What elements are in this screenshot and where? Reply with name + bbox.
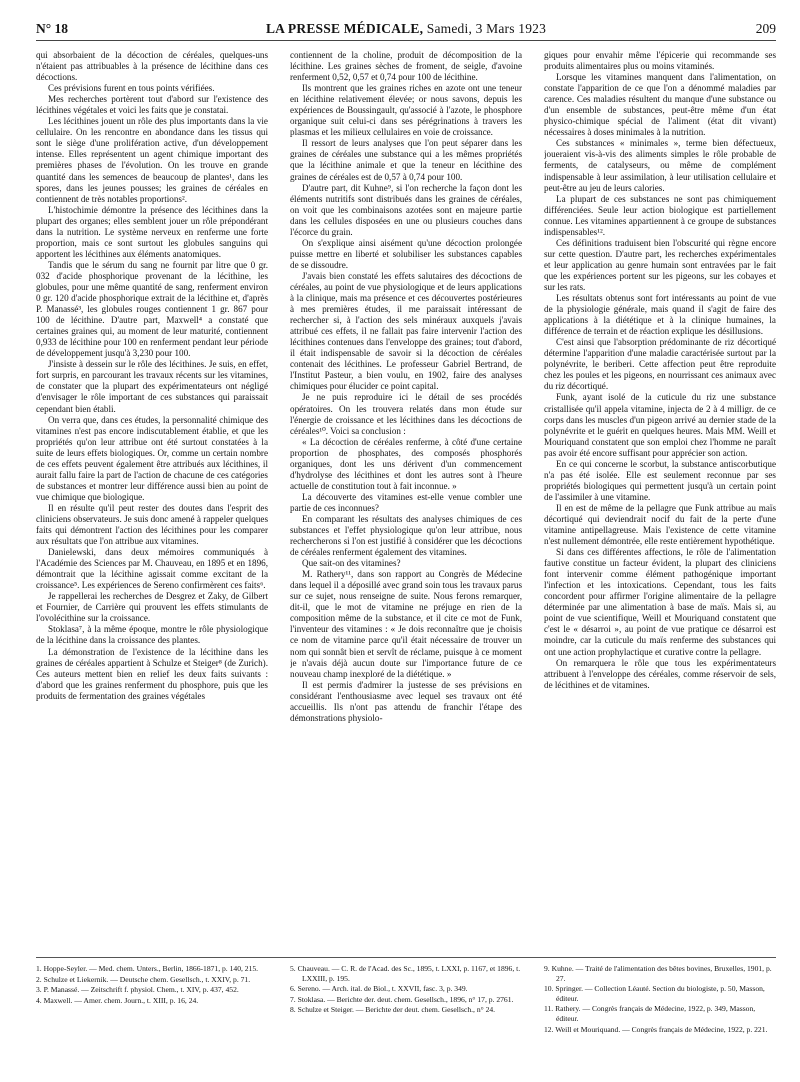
paragraph: contiennent de la choline, produit de décomposition de la lécithine. Les graines sèches de froment, de seigle, d'avoine renferment 0,52, 0,57 et 0,74 pour 100 de lécithine.: [290, 50, 522, 83]
paragraph: Ces substances « minimales », terme bien défectueux, joueraient vis-à-vis des aliments simples le rôle probable de ferments, de catalyseurs, ou même de complément indispensable à leur assimilation, à leur utilisation cellulaire et peut-être au jeu de leurs calories.: [544, 138, 776, 193]
page-number: 209: [755, 21, 776, 36]
footnote: 4. Maxwell. — Amer. chem. Journ., t. XIII, p. 16, 24.: [36, 995, 199, 1005]
paragraph: Que sait-on des vitamines?: [302, 558, 401, 569]
paragraph: Je rappellerai les recherches de Desgrez et Zaky, de Gilbert et Fournier, de Carrière qui prouvent les effets stimulants de l'ovolécithine sur la croissance.: [36, 591, 268, 624]
paragraph: La plupart de ces substances ne sont pas chimiquement différenciées. Seule leur action biologique est partiellement connue. Les vitamines appartiennent à ce groupe de substances indispensables¹².: [544, 193, 776, 237]
paragraph: Lorsque les vitamines manquent dans l'alimentation, on constate l'apparition de ce que l'on a dénommé maladies par carence. Ces maladies résultent du manque d'une substance ou d'un ensemble de substances, peut-être même d'un état physico-chimique spécial de l'aliment (état dit vivant) nécessaires à doses minimales à la nutrition.: [544, 72, 776, 138]
paragraph: Il est permis d'admirer la justesse de ses prévisions en considérant l'enthousiasme avec lequel ses travaux ont été accueillis. Ils n'ont pas attendu de franchir l'étape des démonstrations physiolo-: [290, 679, 522, 723]
footnote: 9. Kuhne. — Traité de l'alimentation des bêtes bovines, Bruxelles, 1901, p. 27.: [544, 964, 772, 983]
paragraph: Les résultats obtenus sont fort intéressants au point de vue de la physiologie générale, mais quand il s'agit de faire des applications à la diététique et à la clinique humaines, la différence de terrain et de réaction explique les désillusions.: [544, 293, 776, 337]
paragraph: M. Rathery¹¹, dans son rapport au Congrès de Médecine dans lequel il a déposillé avec grand soin tous les travaux parus sur ce sujet, nous renseigne de suite. Nous ferons remarquer, dit-il, que le mot de vitamine ne préjuge en rien de la composition même de la substance, et il cite ce mot de Funk, l'inventeur des vitamines : « Je dois reconnaître que je choisis ce nom de vitamine parce qu'il était nécessaire de trouver un nom qui sonnât bien et servît de réclame, puisque à ce moment je n'avais déjà aucun doute sur l'importance future de ce nouveau champ inexploré de la diététique. »: [290, 569, 522, 679]
paragraph: Il en résulte qu'il peut rester des doutes dans l'esprit des cliniciens observateurs. Je suis donc amené à rappeler quelques faits qui démontrent l'action des lécithines pour les comparer aux résultats que l'on attribue aux vitamines.: [36, 502, 268, 547]
paragraph: On s'explique ainsi aisément qu'une décoction prolongée puisse mettre en liberté et solubiliser les substances capables de se dissoudre.: [290, 237, 522, 270]
footnote: 1. Hoppe-Seyler. — Med. chem. Unters., Berlin, 1866-1871, p. 140, 215.: [36, 964, 259, 973]
footnote: 10. Springer. — Collection Léauté. Section du biologiste, p. 50, Masson, éditeur.: [544, 984, 765, 1003]
footnotes-column-3: [544, 964, 776, 1064]
paragraph: Funk, ayant isolé de la cuticule du riz une substance cristallisée qu'il appela vitamine, injecta de 2 à 4 milligr. de ce corps dans les muscles d'un pigeon arrivé au dernier stade de la polynévrite et le guérit en quelques heures. Mais MM. Weill et Mouriquand constatent que son emploi chez l'homme ne paraît pas avoir été encore suffisant pour apprécier son action.: [544, 392, 776, 458]
paragraph: J'avais bien constaté les effets salutaires des décoctions de céréales, au point de vue physiologique et de leurs applications à la clinique, mais ma présence et ces découvertes postérieures à mes premières études, il me paraissait intéressant de rechercher si, à l'action des sels minéraux auxquels j'avais attribué ces effets, il ne fallait pas faire intervenir l'action des lécithines contenues dans l'enveloppe des graines; tout d'abord, il était indispensable de savoir si la décoction de céréales contenait des lécithines. Le professeur Gabriel Bertrand, de l'Institut Pasteur, a bien voulu, en 1902, faire des analyses chimiques pour élucider ce point capital.: [290, 270, 522, 392]
issue-date: Samedi, 3 Mars 1923: [426, 21, 547, 36]
paragraph: qui absorbaient de la décoction de céréales, quelques-uns n'étaient pas attribuables à la présence de lécithine dans ces décoctions.: [36, 50, 268, 83]
paragraph: Ils montrent que les graines riches en azote ont une teneur en lécithine relativement élevée; or nous savons, depuis les expériences de Boussingault, qu'associé à l'azote, le phosphore organique suit celui-ci dans ses pérégrinations à travers les plasmas et les milieux cellulaires en voie de croissance.: [290, 83, 522, 138]
paragraph: C'est ainsi que l'absorption prédominante de riz décortiqué détermine l'apparition d'une maladie caractérisée surtout par la polynévrite, le beriberi. Cette affection peut être reproduite chez les poules et les pigeons, en nourrissant ces animaux avec du riz décortiqué.: [544, 337, 776, 392]
text-column-1: [36, 50, 268, 948]
paragraph: Tandis que le sérum du sang ne fournit par litre que 0 gr. 032 d'acide phosphorique provenant de la lécithine, les globules, pour une même quantité de sang, renferment environ 0 gr. 120 d'acide phosphorique extrait de la lécithine et, d'après P. Manassé³, les globules rouges contiennent 1 gr. 867 pour 100 de lécithine. D'autre part, Maxwell⁴ a constaté que certaines graines qui, au moment de leur maturité, contiennent 0,933 de lécithine pour 100 en renferment pendant leur période de développement jusqu'à 3,230 pour 100.: [36, 259, 268, 359]
paragraph: On verra que, dans ces études, la personnalité chimique des vitamines n'est pas encore indiscutablement établie, et que les propriétés qu'on leur attribue ont été surtout constatées à la suite de leurs effets biologiques. Or, comme un certain nombre de ces effets peuvent également être attribués aux lécithines, il aurait fallu faire la part de l'action de chacune de ces catégories de substances et montrer leur différence aussi bien au point de vue chimique que biologique.: [36, 414, 268, 502]
paragraph: On remarquera le rôle que tous les expérimentateurs attribuent à l'enveloppe des céréales, comme réservoir de sels, de lécithines et de vitamines.: [544, 657, 776, 690]
paragraph: D'autre part, dit Kuhne⁹, si l'on recherche la façon dont les éléments nutritifs sont distribués dans les graines de céréales, on voit que les combinaisons azotées sont en majeure partie dans les cellules disposées en une ou plusieurs couches dans l'écorce du grain.: [290, 182, 522, 237]
paragraph: J'insiste à dessein sur le rôle des lécithines. Je suis, en effet, fort surpris, en parcourant les travaux récents sur les vitamines, de constater que la plupart des expérimentateurs ont négligé d'envisager le rôle important de ces substances qui paraissait cependant bien établi.: [36, 359, 268, 414]
footnote: 11. Rathery. — Congrès français de Médecine, 1922, p. 349, Masson, éditeur.: [544, 1004, 756, 1023]
paragraph: Mes recherches portèrent tout d'abord sur l'existence des lécithines végétales et voici les faits que je constatai.: [36, 94, 268, 116]
footnotes-column-1: [36, 964, 268, 1064]
paragraph: Danielewski, dans deux mémoires communiqués à l'Académie des Sciences par M. Chauveau, en 1895 et en 1896, démontrait que la lécithine agissait comme excitant de la croissance⁵. Les expériences de Sereno confirmèrent ces faits⁶.: [36, 547, 268, 591]
footnote: 3. P. Manassé. — Zeitschrift f. physiol. Chem., t. XIV, p. 437, 452.: [36, 985, 239, 995]
footnotes-divider: [36, 957, 776, 958]
issue-number: N° 18: [36, 21, 69, 36]
paragraph: Ces définitions traduisent bien l'obscurité qui règne encore sur cette question. D'autre part, les recherches expérimentales et leur application au genre humain sont entravées par le fait que les expériences portent sur les pigeons, sur les cobayes et sur les rats.: [544, 237, 776, 292]
running-header: [36, 20, 776, 41]
footnote: 8. Schulze et Steiger. — Berichte der deut. chem. Gesellsch., n° 24.: [290, 1005, 496, 1015]
footnote: 2. Schulze et Liekernik. — Deutsche chem. Gesellsch., t. XXIV, p. 71.: [36, 974, 251, 984]
footnote: 7. Stoklasa. — Berichte der. deut. chem. Gesellsch., 1896, n° 17, p. 2761.: [290, 994, 514, 1004]
text-column-2: [290, 50, 522, 948]
paragraph: giques pour envahir même l'épicerie qui recommande ses produits alimentaires plus ou moins vitaminés.: [544, 50, 776, 72]
paragraph: Il en est de même de la pellagre que Funk attribue au maïs décortiqué qui deviendrait nocif du fait de la perte d'une vitamine antipellagreuse. Mais l'existence de cette vitamine n'est nullement démontrée, elle reste entièrement hypothétique.: [544, 502, 776, 547]
paragraph: Les lécithines jouent un rôle des plus importants dans la vie cellulaire. On les rencontre en abondance dans les tissus qui sont le siège d'une prolifération active, d'un développement intense. Elles représentent un agent chimique important des premières phases de l'évolution. On les trouve en grande quantité dans les semences de beaucoup de plantes¹, dans les spores, dans les jeunes pousses; les graines de céréales en contiennent de très notables proportions².: [36, 116, 268, 204]
paragraph: Je ne puis reproduire ici le détail de ses procédés opératoires. On les trouvera relatés dans mon étude sur l'énergie de croissance et les lécithines dans les décoctions de céréales¹⁰. Voici sa conclusion :: [290, 392, 522, 436]
paragraph: En comparant les résultats des analyses chimiques de ces substances et l'effet physiologique qu'on leur attribue, nous rechercherons si l'on est justifié à considérer que les décoctions de céréales renferment également des vitamines.: [290, 513, 522, 558]
paragraph: La démonstration de l'existence de la lécithine dans les graines de céréales appartient à Schulze et Steiger⁸ (de Zurich). Ces auteurs mettent bien en relief les deux faits suivants : d'abord que les graines renferment du phosphore, puis que les produits de fermentation des graines végétales: [36, 646, 268, 701]
paragraph: Ces prévisions furent en tous points vérifiées.: [48, 83, 215, 94]
footnote: 5. Chauveau. — C. R. de l'Acad. des Sc., 1895, t. LXXI, p. 1167, et 1896, t. LXXIII, p. 195.: [290, 964, 521, 983]
journal-page: [36, 0, 776, 1082]
paragraph: Il ressort de leurs analyses que l'on peut séparer dans les graines de céréales une substance qui a les mêmes propriétés que la lécithine animale et que la teneur en lécithine des graines de céréales est de 0,57 à 0,74 pour 100.: [290, 138, 522, 182]
journal-title: [36, 20, 776, 38]
paragraph: En ce qui concerne le scorbut, la substance antiscorbutique n'a pas été isolée. Elle est seulement reconnue par ses propriétés biologiques qui permettent jusqu'à un certain point de l'assimiler à une vitamine.: [544, 458, 776, 502]
article-body: [36, 50, 776, 948]
paragraph: Si dans ces différentes affections, le rôle de l'alimentation fautive constitue un facteur évident, la plupart des cliniciens font intervenir comme élément pathogénique important l'infection et les intoxications. Cependant, tous les faits concordent pour affirmer l'origine alimentaire de la pellagre déterminée par une alimentation à base de maïs. Mais si, au point de vue scientifique, Weill et Mouriquand constatent que c'est le « désarroi », au point de vue pratique ce désarroi est moindre, car la cuticule du maïs renferme des substances qui ont une action prophylactique et curative contre la pellagre.: [544, 547, 776, 657]
paragraph: L'histochimie démontre la présence des lécithines dans la plupart des organes; elles semblent jouer un rôle prépondérant dans la nutrition. Le système nerveux en renferme une forte proportion, mais ce sont surtout les globules sanguins qui apportent les lécithines aux éléments anatomiques.: [36, 204, 268, 259]
text-column-3: [544, 50, 776, 948]
journal-name: LA PRESSE MÉDICALE,: [265, 21, 424, 36]
paragraph: Stoklasa⁷, à la même époque, montre le rôle physiologique de la lécithine dans la croissance des plantes.: [36, 624, 268, 646]
footnote: 12. Weill et Mouriquand. — Congrès français de Médecine, 1922, p. 221.: [544, 1024, 768, 1034]
footnotes-column-2: [290, 964, 522, 1064]
paragraph: « La décoction de céréales renferme, à côté d'une certaine proportion de phosphates, des composés phosphorés organiques, dont les uns dérivent d'un commencement d'hydrolyse des lécithines et dont les autres sont à l'heure actuelle de constitution tout à fait inconnue. »: [290, 436, 522, 491]
footnotes: [36, 964, 776, 1064]
paragraph: La découverte des vitamines est-elle venue combler une partie de ces inconnues?: [290, 491, 522, 513]
footnote: 6. Sereno. — Arch. ital. de Biol., t. XXVII, fasc. 3, p. 349.: [290, 984, 468, 994]
